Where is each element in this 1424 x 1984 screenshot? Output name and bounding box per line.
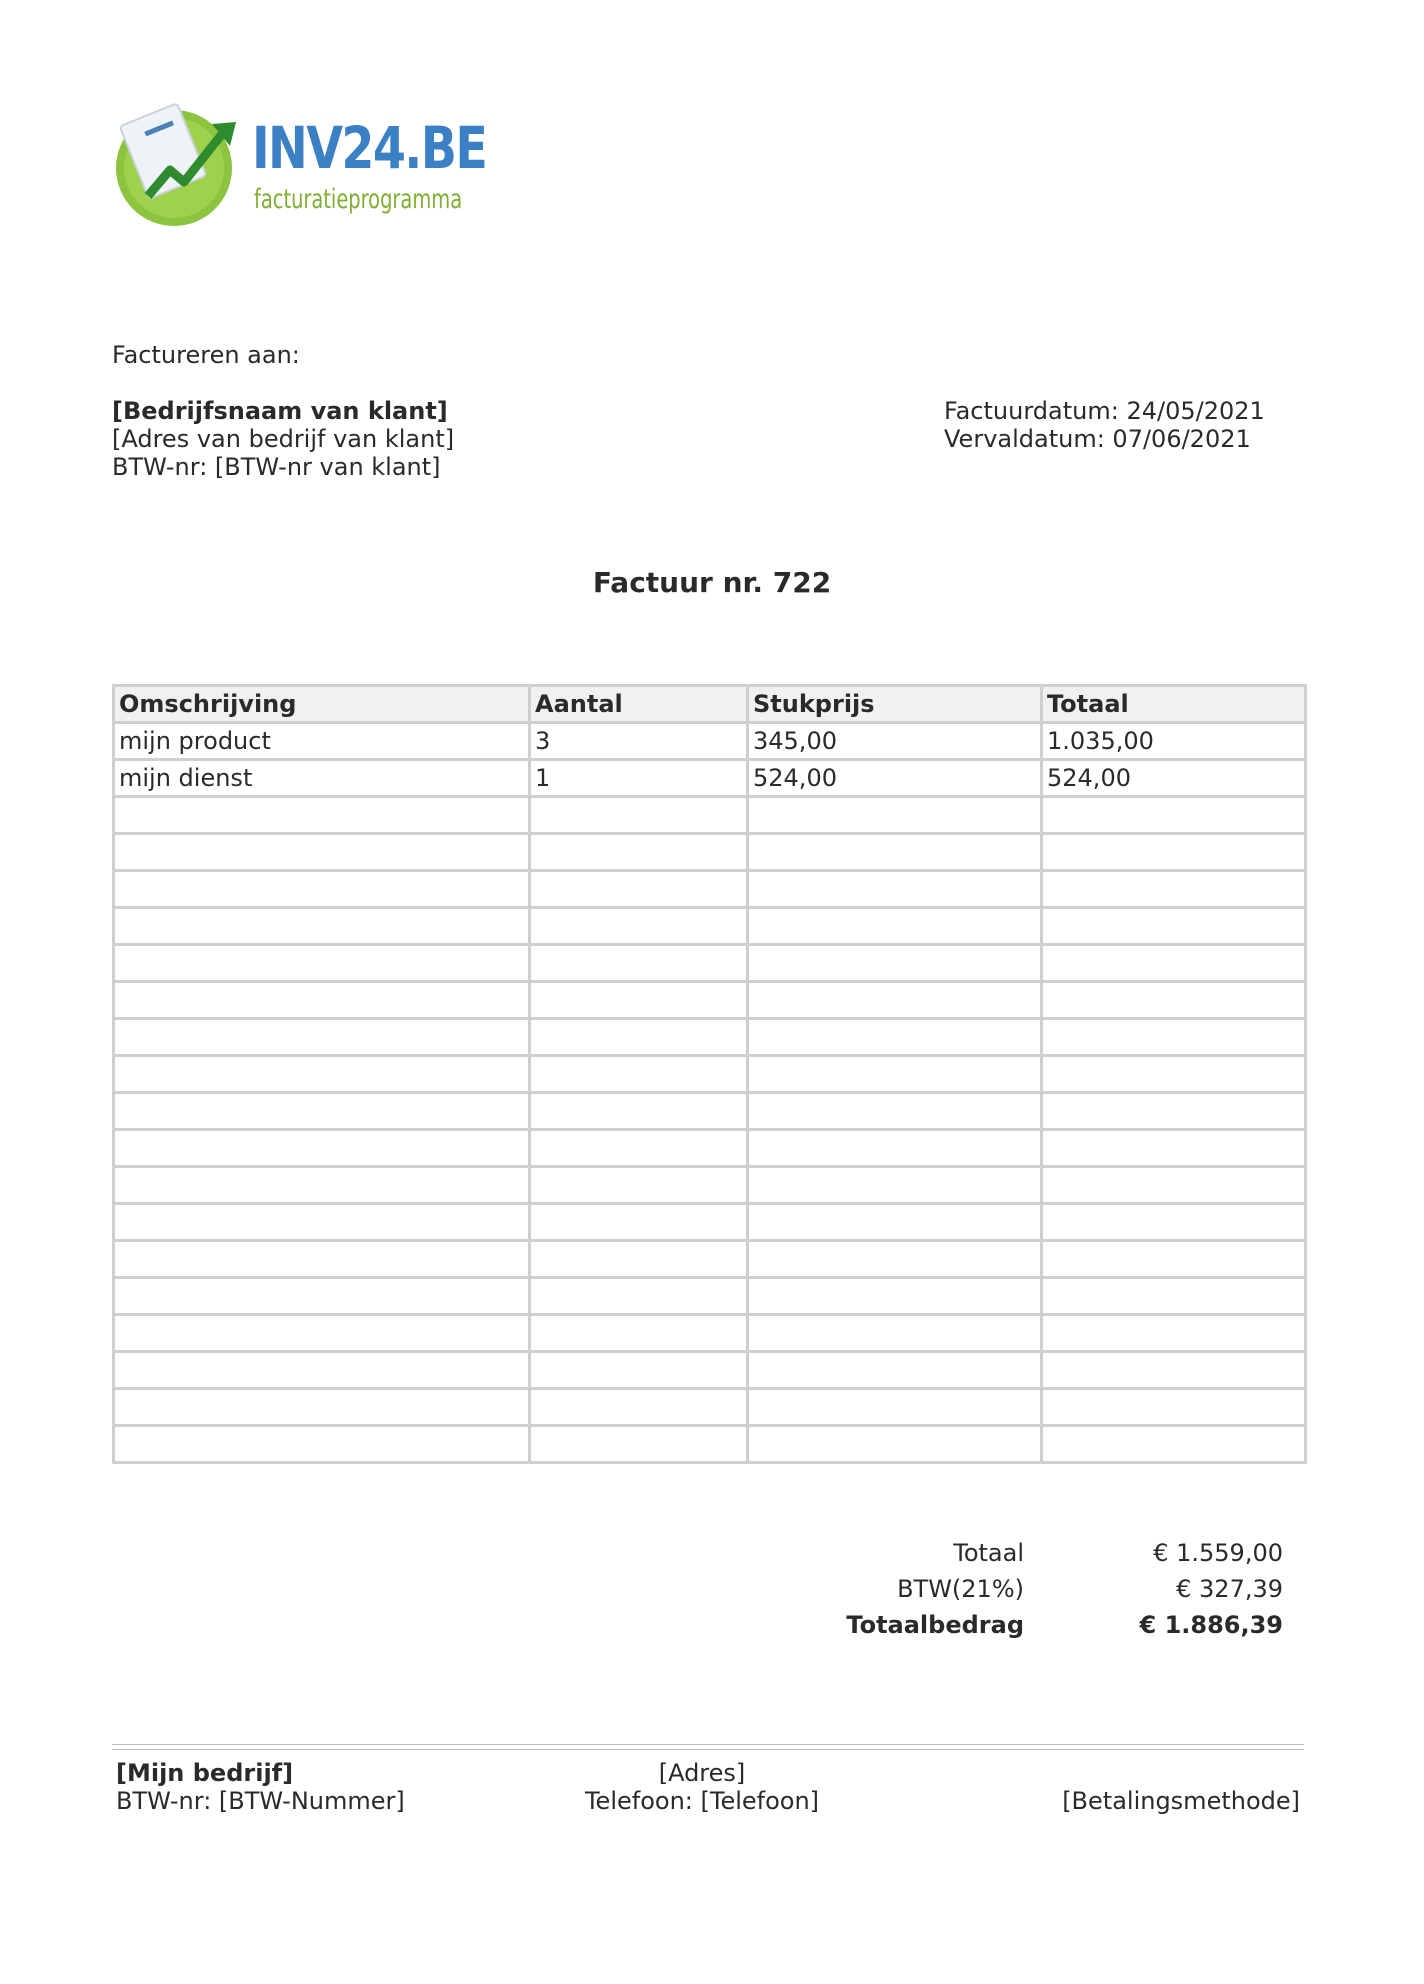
table-cell <box>114 945 530 982</box>
table-cell <box>1042 797 1306 834</box>
table-cell <box>530 982 748 1019</box>
table-row <box>114 1315 1306 1352</box>
table-row <box>114 834 1306 871</box>
table-cell <box>530 1352 748 1389</box>
table-cell <box>530 1389 748 1426</box>
company-logo <box>114 100 487 230</box>
table-cell <box>1042 908 1306 945</box>
table-cell <box>1042 945 1306 982</box>
table-cell: 345,00 <box>748 723 1042 760</box>
logo-brand-text: INV24.BE <box>252 114 487 182</box>
table-cell: 524,00 <box>1042 760 1306 797</box>
table-cell <box>1042 1315 1306 1352</box>
table-cell <box>530 1130 748 1167</box>
table-cell <box>1042 982 1306 1019</box>
client-company-name: [Bedrijfsnaam van klant] <box>112 397 448 425</box>
table-cell <box>1042 1093 1306 1130</box>
table-cell <box>114 908 530 945</box>
table-row <box>114 1130 1306 1167</box>
table-cell <box>1042 1352 1306 1389</box>
table-cell <box>530 1426 748 1463</box>
table-cell <box>1042 1130 1306 1167</box>
table-cell <box>530 797 748 834</box>
table-cell <box>114 1019 530 1056</box>
table-cell <box>1042 1426 1306 1463</box>
table-cell <box>530 945 748 982</box>
table-cell <box>1042 1278 1306 1315</box>
table-row <box>114 945 1306 982</box>
table-cell <box>1042 1241 1306 1278</box>
bill-to-heading: Factureren aan: <box>112 341 300 369</box>
invoice-title: Factuur nr. 722 <box>592 566 832 599</box>
logo-tagline: facturatieprogramma <box>254 184 463 215</box>
table-cell <box>114 1352 530 1389</box>
table-cell <box>748 797 1042 834</box>
table-row <box>114 1278 1306 1315</box>
column-header: Totaal <box>1042 686 1306 723</box>
table-cell: 524,00 <box>748 760 1042 797</box>
table-cell <box>1042 871 1306 908</box>
table-cell <box>1042 834 1306 871</box>
column-header: Aantal <box>530 686 748 723</box>
table-cell <box>1042 1167 1306 1204</box>
table-cell <box>748 1167 1042 1204</box>
table-cell <box>748 1056 1042 1093</box>
table-row <box>114 1093 1306 1130</box>
table-row <box>114 1389 1306 1426</box>
table-cell <box>748 834 1042 871</box>
invoice-items-table <box>112 684 1307 1464</box>
table-cell <box>748 1426 1042 1463</box>
table-row <box>114 1352 1306 1389</box>
table-cell <box>114 1315 530 1352</box>
vat-value: € 327,39 <box>1176 1575 1283 1603</box>
table-cell <box>530 1056 748 1093</box>
invoice-date: Factuurdatum: 24/05/2021 <box>944 397 1265 425</box>
table-row <box>114 908 1306 945</box>
table-cell <box>748 1130 1042 1167</box>
table-cell <box>748 1093 1042 1130</box>
table-cell <box>114 871 530 908</box>
table-cell: 1.035,00 <box>1042 723 1306 760</box>
table-cell <box>114 1278 530 1315</box>
table-cell <box>114 982 530 1019</box>
table-cell <box>748 1352 1042 1389</box>
table-cell <box>1042 1389 1306 1426</box>
subtotal-label: Totaal <box>953 1539 1024 1567</box>
table-row <box>114 982 1306 1019</box>
table-cell <box>530 1278 748 1315</box>
table-cell <box>530 1315 748 1352</box>
table-cell <box>530 1204 748 1241</box>
table-row <box>114 723 1306 760</box>
grand-total-value: € 1.886,39 <box>1139 1611 1283 1639</box>
table-cell <box>114 1093 530 1130</box>
client-vat-number: BTW-nr: [BTW-nr van klant] <box>112 453 441 481</box>
table-cell <box>114 834 530 871</box>
footer-divider <box>112 1744 1304 1750</box>
footer-address: [Adres] <box>658 1759 746 1787</box>
footer-vat-number: BTW-nr: [BTW-Nummer] <box>116 1787 405 1815</box>
table-row <box>114 1056 1306 1093</box>
table-cell <box>748 871 1042 908</box>
client-address: [Adres van bedrijf van klant] <box>112 425 455 453</box>
table-cell <box>748 1389 1042 1426</box>
table-cell: 3 <box>530 723 748 760</box>
table-row <box>114 1426 1306 1463</box>
table-cell <box>748 945 1042 982</box>
table-row <box>114 871 1306 908</box>
table-cell <box>748 1204 1042 1241</box>
due-date: Vervaldatum: 07/06/2021 <box>944 425 1251 453</box>
table-cell: mijn product <box>114 723 530 760</box>
table-row <box>114 1241 1306 1278</box>
table-cell: 1 <box>530 760 748 797</box>
table-cell <box>114 1426 530 1463</box>
table-row <box>114 1019 1306 1056</box>
table-header-row <box>114 686 1306 723</box>
table-cell <box>530 871 748 908</box>
table-cell <box>530 1167 748 1204</box>
table-cell <box>748 1241 1042 1278</box>
table-body <box>114 723 1306 1463</box>
table-cell <box>1042 1019 1306 1056</box>
table-cell <box>1042 1204 1306 1241</box>
table-cell <box>530 1093 748 1130</box>
footer-payment-method: [Betalingsmethode] <box>1062 1787 1300 1815</box>
table-cell <box>748 908 1042 945</box>
subtotal-value: € 1.559,00 <box>1153 1539 1283 1567</box>
table-cell <box>530 908 748 945</box>
column-header: Omschrijving <box>114 686 530 723</box>
table-cell <box>748 1315 1042 1352</box>
table-cell <box>1042 1056 1306 1093</box>
footer-phone: Telefoon: [Telefoon] <box>584 1787 820 1815</box>
table-cell <box>114 1389 530 1426</box>
table-row <box>114 797 1306 834</box>
table-cell <box>114 1167 530 1204</box>
table-cell <box>748 1019 1042 1056</box>
grand-total-label: Totaalbedrag <box>846 1611 1024 1639</box>
table-cell <box>114 1204 530 1241</box>
table-cell <box>530 834 748 871</box>
table-cell <box>114 1130 530 1167</box>
table-row <box>114 760 1306 797</box>
table-cell <box>114 1241 530 1278</box>
table-cell <box>114 1056 530 1093</box>
table-row <box>114 1167 1306 1204</box>
vat-label: BTW(21%) <box>897 1575 1024 1603</box>
column-header: Stukprijs <box>748 686 1042 723</box>
table-cell <box>748 1278 1042 1315</box>
table-cell: mijn dienst <box>114 760 530 797</box>
table-cell <box>530 1019 748 1056</box>
table-row <box>114 1204 1306 1241</box>
table-cell <box>530 1241 748 1278</box>
table-cell <box>114 797 530 834</box>
logo-icon <box>114 100 244 230</box>
footer-company-name: [Mijn bedrijf] <box>116 1759 294 1787</box>
table-cell <box>748 982 1042 1019</box>
